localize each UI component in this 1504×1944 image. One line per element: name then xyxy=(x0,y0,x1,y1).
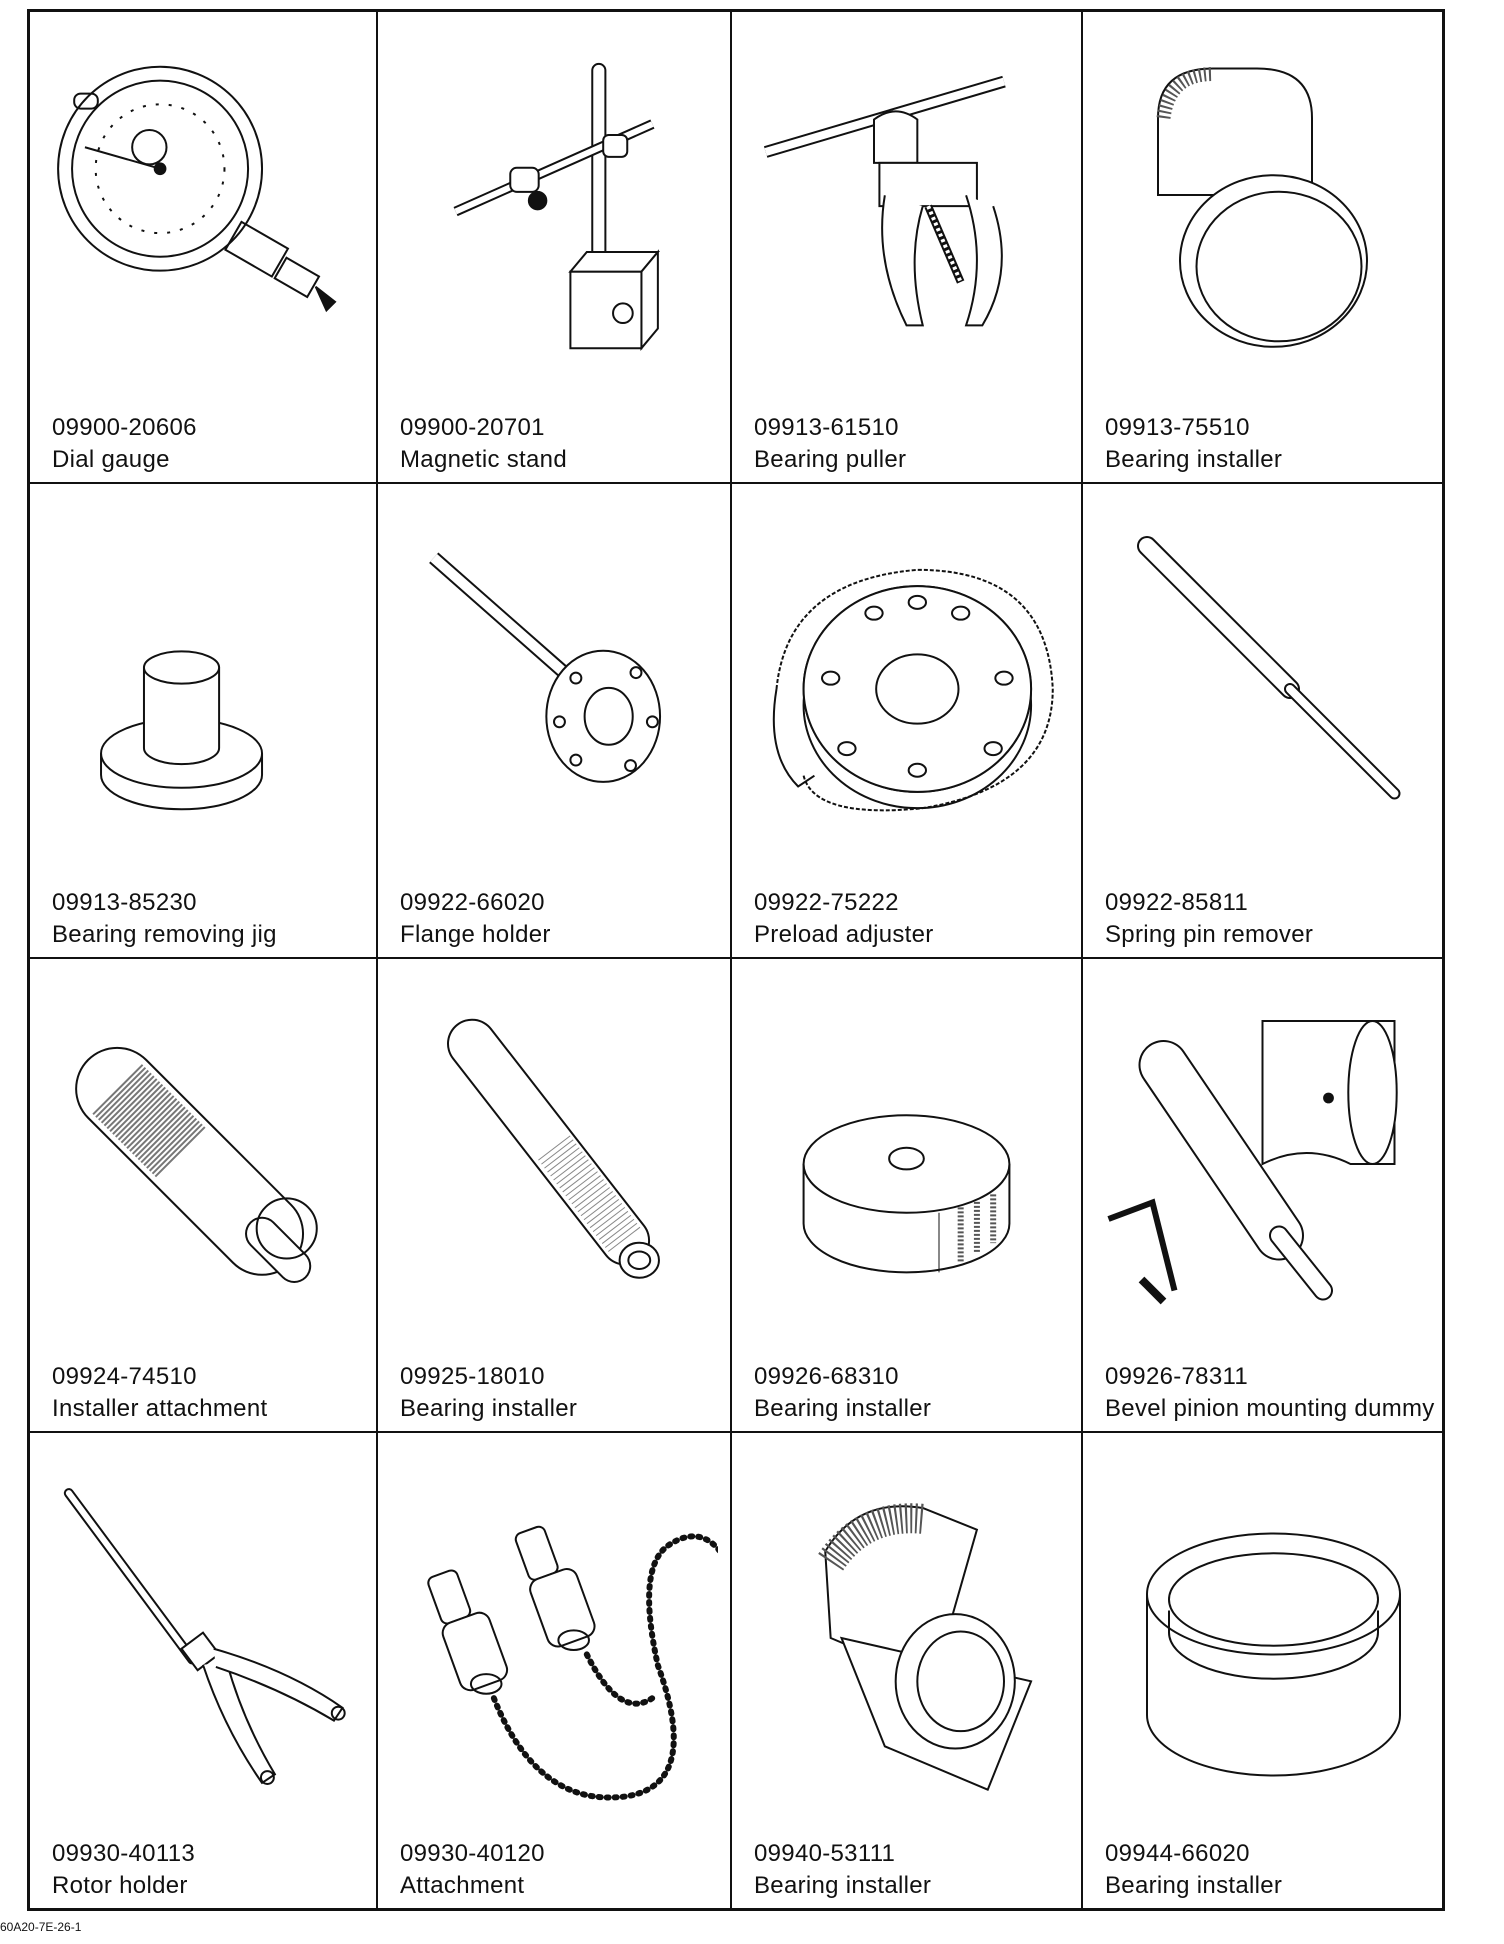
bearing-installer-shaft-icon xyxy=(390,999,718,1329)
rotor-holder-icon xyxy=(42,1473,364,1803)
tool-name: Installer attachment xyxy=(52,1395,268,1422)
tool-cell xyxy=(378,1433,732,1908)
tool-name: Spring pin remover xyxy=(1105,921,1314,948)
tool-name: Flange holder xyxy=(400,921,551,948)
part-number: 09930-40113 xyxy=(52,1840,195,1867)
bearing-puller-icon xyxy=(744,52,1069,382)
tool-name: Bearing installer xyxy=(754,1872,932,1899)
tool-name: Bevel pinion mounting dummy xyxy=(1105,1395,1435,1422)
part-number: 09913-85230 xyxy=(52,889,197,916)
tool-cell xyxy=(732,959,1083,1433)
magnetic-stand-icon xyxy=(390,52,718,382)
tool-cell xyxy=(1083,12,1442,484)
flange-holder-icon xyxy=(390,524,718,854)
preload-adjuster-icon xyxy=(744,524,1069,854)
part-number: 09900-20701 xyxy=(400,414,545,441)
tool-name: Bearing removing jig xyxy=(52,921,277,948)
tool-cell xyxy=(30,12,378,484)
spring-pin-remover-icon xyxy=(1095,524,1430,854)
tool-name: Bearing installer xyxy=(1105,1872,1283,1899)
tool-name: Dial gauge xyxy=(52,446,170,473)
bearing-installer-cup-icon xyxy=(744,1473,1069,1803)
part-number: 09940-53111 xyxy=(754,1840,896,1867)
tool-cell xyxy=(732,1433,1083,1908)
part-number: 09913-75510 xyxy=(1105,414,1250,441)
part-number: 09926-68310 xyxy=(754,1363,899,1390)
part-number: 09922-66020 xyxy=(400,889,545,916)
bearing-installer-icon xyxy=(1095,52,1430,382)
tool-name: Bearing puller xyxy=(754,446,907,473)
tool-cell xyxy=(732,484,1083,959)
part-number: 09924-74510 xyxy=(52,1363,197,1390)
installer-attachment-icon xyxy=(42,999,364,1329)
tool-name: Bearing installer xyxy=(754,1395,932,1422)
part-number: 09944-66020 xyxy=(1105,1840,1250,1867)
part-number: 09922-85811 xyxy=(1105,889,1248,916)
tool-name: Preload adjuster xyxy=(754,921,934,948)
special-tools-sheet xyxy=(27,9,1445,1911)
tool-cell xyxy=(1083,484,1442,959)
bevel-pinion-dummy-icon xyxy=(1095,999,1430,1329)
part-number: 09900-20606 xyxy=(52,414,197,441)
tool-cell xyxy=(378,959,732,1433)
tool-cell xyxy=(378,12,732,484)
attachment-icon xyxy=(390,1473,718,1803)
tool-name: Attachment xyxy=(400,1872,525,1899)
tool-cell xyxy=(378,484,732,959)
tool-cell xyxy=(30,1433,378,1908)
part-number: 09926-78311 xyxy=(1105,1363,1248,1390)
bearing-removing-jig-icon xyxy=(42,524,364,854)
bearing-installer-disc-icon xyxy=(744,999,1069,1329)
tool-cell xyxy=(30,959,378,1433)
bearing-installer-ring-icon xyxy=(1095,1473,1430,1803)
tool-cell xyxy=(1083,959,1442,1433)
tool-name: Bearing installer xyxy=(400,1395,578,1422)
part-number: 09930-40120 xyxy=(400,1840,545,1867)
tool-grid xyxy=(27,9,1445,1911)
tool-cell xyxy=(1083,1433,1442,1908)
tool-name: Rotor holder xyxy=(52,1872,188,1899)
figure-code: 60A20-7E-26-1 xyxy=(0,1920,82,1934)
tool-cell xyxy=(732,12,1083,484)
part-number: 09922-75222 xyxy=(754,889,899,916)
tool-cell xyxy=(30,484,378,959)
part-number: 09913-61510 xyxy=(754,414,899,441)
part-number: 09925-18010 xyxy=(400,1363,545,1390)
tool-name: Bearing installer xyxy=(1105,446,1283,473)
tool-name: Magnetic stand xyxy=(400,446,567,473)
dial-gauge-icon xyxy=(42,52,364,382)
